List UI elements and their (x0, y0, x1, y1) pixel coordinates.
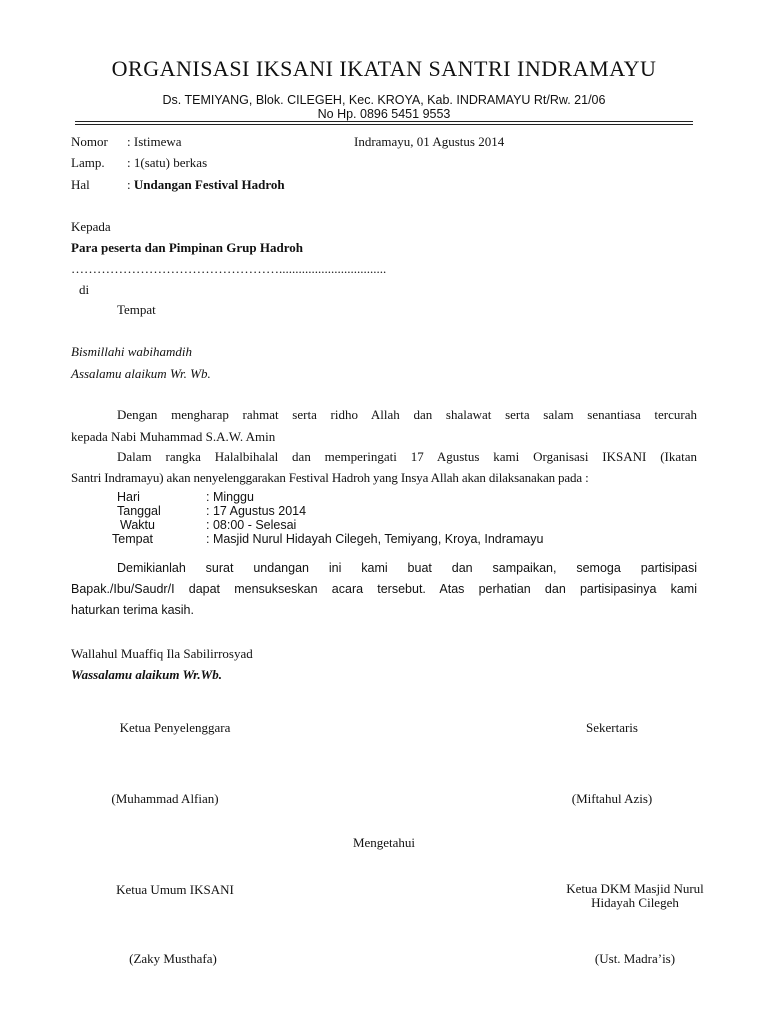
ketua-umum-name: (Zaky Musthafa) (129, 951, 217, 966)
lamp-line (71, 155, 207, 171)
bismillah: Bismillahi wabihamdih (71, 344, 192, 359)
ketua-dkm-title-line-2: Hidayah Cilegeh (591, 895, 679, 910)
letterhead-address (0, 93, 768, 121)
nomor-label: Nomor (71, 134, 108, 149)
paragraph-2-line-2: Santri Indramayu) akan nenyelenggarakan Festival Hadroh yang Insya Allah akan dilaksanakan pada : (71, 470, 589, 485)
schedule-row: Tempat : Masjid Nurul Hidayah Cilegeh, Temiyang, Kroya, Indramayu (112, 532, 544, 546)
organization-name: ORGANISASI IKSANI IKATAN SANTRI INDRAMAYU (111, 56, 657, 81)
header-double-rule (75, 121, 693, 127)
closing-line-3: haturkan terima kasih. (71, 603, 194, 617)
address-line: Ds. TEMIYANG, Blok. CILEGEH, Kec. KROYA, Kab. INDRAMAYU Rt/Rw. 21/06 (162, 93, 606, 107)
closing-line-2: Bapak./Ibu/Saudr/I dapat mensukseskan acara tersebut. Atas perhatian dan partisipasinya kami (71, 582, 697, 596)
ketua-umum-title: Ketua Umum IKSANI (116, 882, 234, 897)
ketua-penyelenggara-title: Ketua Penyelenggara (119, 720, 231, 735)
closing-salam: Wassalamu alaikum Wr.Wb. (71, 667, 222, 682)
hal-value: Undangan Festival Hadroh (133, 177, 285, 192)
wallahul-muaffiq: Wallahul Muaffiq Ila Sabilirrosyad (71, 646, 253, 661)
recipient-dots: …………………………………………................................. (71, 261, 387, 276)
recipient-di: di (79, 282, 90, 297)
nomor-value: : Istimewa (127, 134, 182, 149)
recipient-name: Para peserta dan Pimpinan Grup Hadroh (71, 240, 303, 255)
ketua-dkm-title (520, 882, 750, 910)
mengetahui: Mengetahui (352, 835, 416, 850)
place-date: Indramayu, 01 Agustus 2014 (354, 134, 505, 149)
schedule-row: Waktu : 08:00 - Selesai (120, 518, 297, 532)
opening-salam: Assalamu alaikum Wr. Wb. (71, 366, 211, 381)
hal-line (71, 177, 285, 193)
schedule-row: Tanggal : 17 Agustus 2014 (117, 504, 307, 518)
ketua-dkm-name: (Ust. Madra’is) (594, 951, 676, 966)
paragraph-1-line-1: Dengan mengharap rahmat serta ridho Allah dan shalawat serta salam senantiasa tercurah (117, 407, 697, 422)
paragraph-1-line-2: kepada Nabi Muhammad S.A.W. Amin (71, 429, 276, 444)
kepada: Kepada (71, 219, 111, 234)
lamp-value: : 1(satu) berkas (127, 155, 208, 170)
schedule-row: Hari : Minggu (117, 490, 254, 504)
hal-colon: : (127, 177, 131, 192)
sekretaris-title: Sekertaris (586, 720, 638, 735)
hal-label: Hal (71, 177, 90, 192)
phone-line: No Hp. 0896 5451 9553 (317, 107, 451, 121)
lamp-label: Lamp. (71, 155, 105, 170)
ketua-penyelenggara-name: (Muhammad Alfian) (111, 791, 219, 806)
sekretaris-name: (Miftahul Azis) (571, 791, 653, 806)
paragraph-2-line-1: Dalam rangka Halalbihalal dan memperingati 17 Agustus kami Organisasi IKSANI (Ikatan (117, 449, 697, 464)
closing-line-1: Demikianlah surat undangan ini kami buat dan sampaikan, semoga partisipasi (117, 561, 697, 575)
ketua-dkm-title-line-1: Ketua DKM Masjid Nurul (566, 881, 704, 896)
recipient-tempat: Tempat (117, 302, 156, 317)
nomor-line (71, 134, 182, 150)
